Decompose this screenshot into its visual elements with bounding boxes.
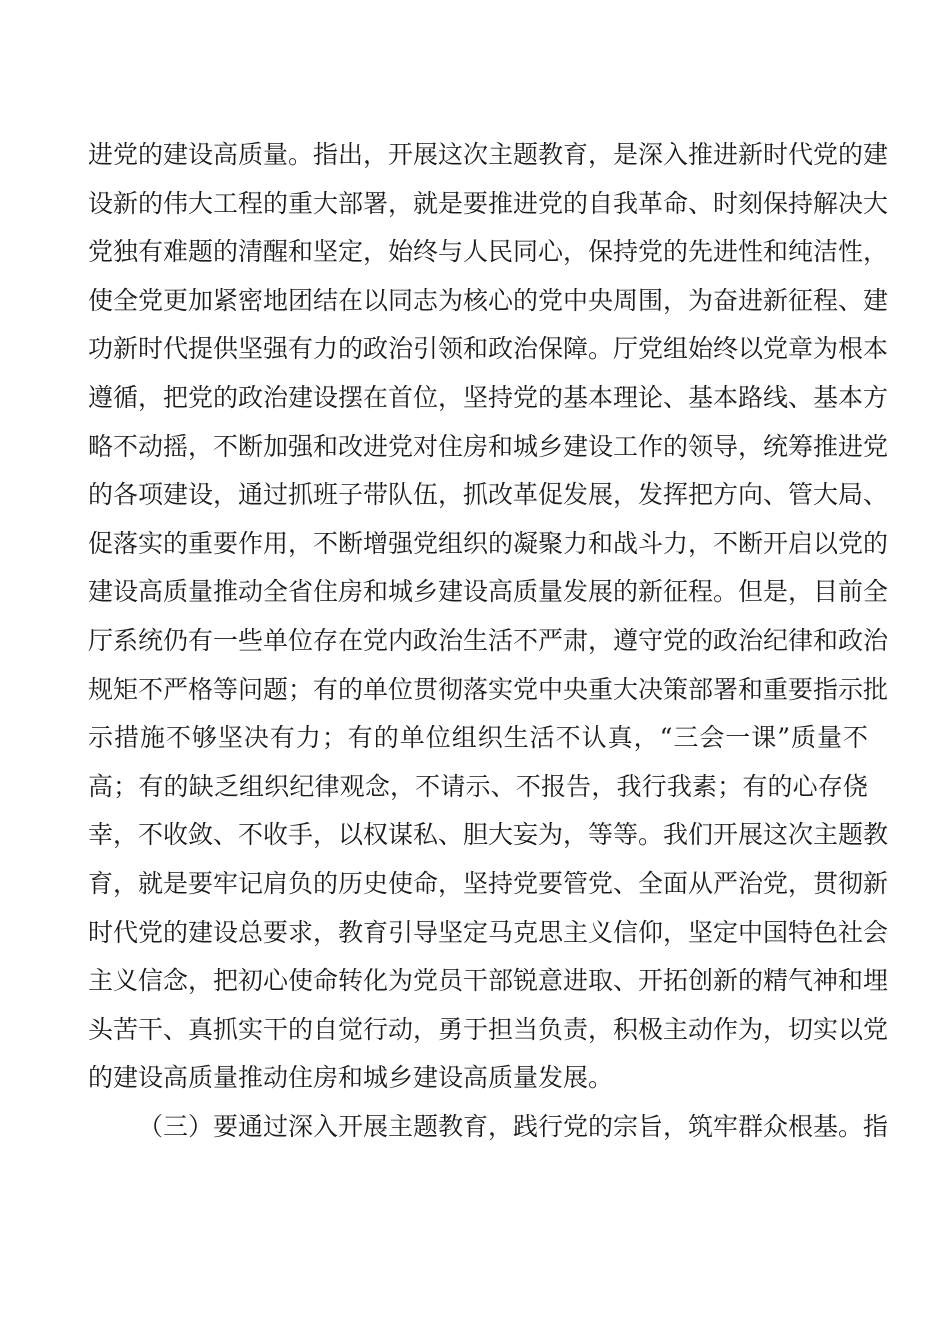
paragraph-line: 幸，不收敛、不收手，以权谋私、胆大妄为，等等。我们开展这次主题教 (88, 820, 889, 850)
paragraph-line: 促落实的重要作用，不断增强党组织的凝聚力和战斗力，不断开启以党的 (88, 528, 889, 558)
paragraph-line: 建设高质量推动全省住房和城乡建设高质量发展的新征程。但是，目前全 (88, 577, 889, 607)
paragraph-line: 使全党更加紧密地团结在以同志为核心的党中央周围，为奋进新征程、建 (88, 285, 889, 315)
paragraph-line: 时代党的建设总要求，教育引导坚定马克思主义信仰，坚定中国特色社会 (88, 917, 889, 947)
paragraph-line: 的建设高质量推动住房和城乡建设高质量发展。 (88, 1063, 614, 1093)
paragraph-line: 遵循，把党的政治建设摆在首位，坚持党的基本理论、基本路线、基本方 (88, 382, 889, 412)
paragraph-line: 略不动摇，不断加强和改进党对住房和城乡建设工作的领导，统筹推进党 (88, 431, 889, 461)
paragraph-2 (88, 1103, 889, 1152)
paragraph-line: 功新时代提供坚强有力的政治引领和政治保障。厅党组始终以党章为根本 (88, 334, 889, 364)
section-heading-line: （三）要通过深入开展主题教育，践行党的宗旨，筑牢群众根基。指 (138, 1111, 889, 1141)
paragraph-line: 育，就是要牢记肩负的历史使命，坚持党要管党、全面从严治党，贯彻新 (88, 868, 889, 898)
paragraph-line: 主义信念，把初心使命转化为党员干部锐意进取、开拓创新的精气神和埋 (88, 966, 889, 996)
paragraph-line: 示措施不够坚决有力；有的单位组织生活不认真，“三会一课”质量不 (88, 723, 868, 753)
paragraph-line: 设新的伟大工程的重大部署，就是要推进党的自我革命、时刻保持解决大 (88, 188, 889, 218)
paragraph-line: 规矩不严格等问题；有的单位贯彻落实党中央重大决策部署和重要指示批 (88, 674, 889, 704)
paragraph-line: 进党的建设高质量。指出，开展这次主题教育，是深入推进新时代党的建 (88, 140, 889, 169)
paragraph-line: 的各项建设，通过抓班子带队伍，抓改革促发展，发挥把方向、管大局、 (88, 480, 889, 510)
paragraph-line: 厅系统仍有一些单位存在党内政治生活不严肃，遵守党的政治纪律和政治 (88, 625, 889, 655)
document-body (88, 131, 889, 1151)
paragraph-line: 党独有难题的清醒和坚定，始终与人民同心，保持党的先进性和纯洁性， (88, 237, 889, 267)
paragraph-line: 头苦干、真抓实干的自觉行动，勇于担当负责，积极主动作为，切实以党 (88, 1014, 889, 1044)
paragraph-1 (88, 131, 889, 1103)
paragraph-line: 高；有的缺乏组织纪律观念，不请示、不报告，我行我素；有的心存侥 (88, 771, 868, 801)
